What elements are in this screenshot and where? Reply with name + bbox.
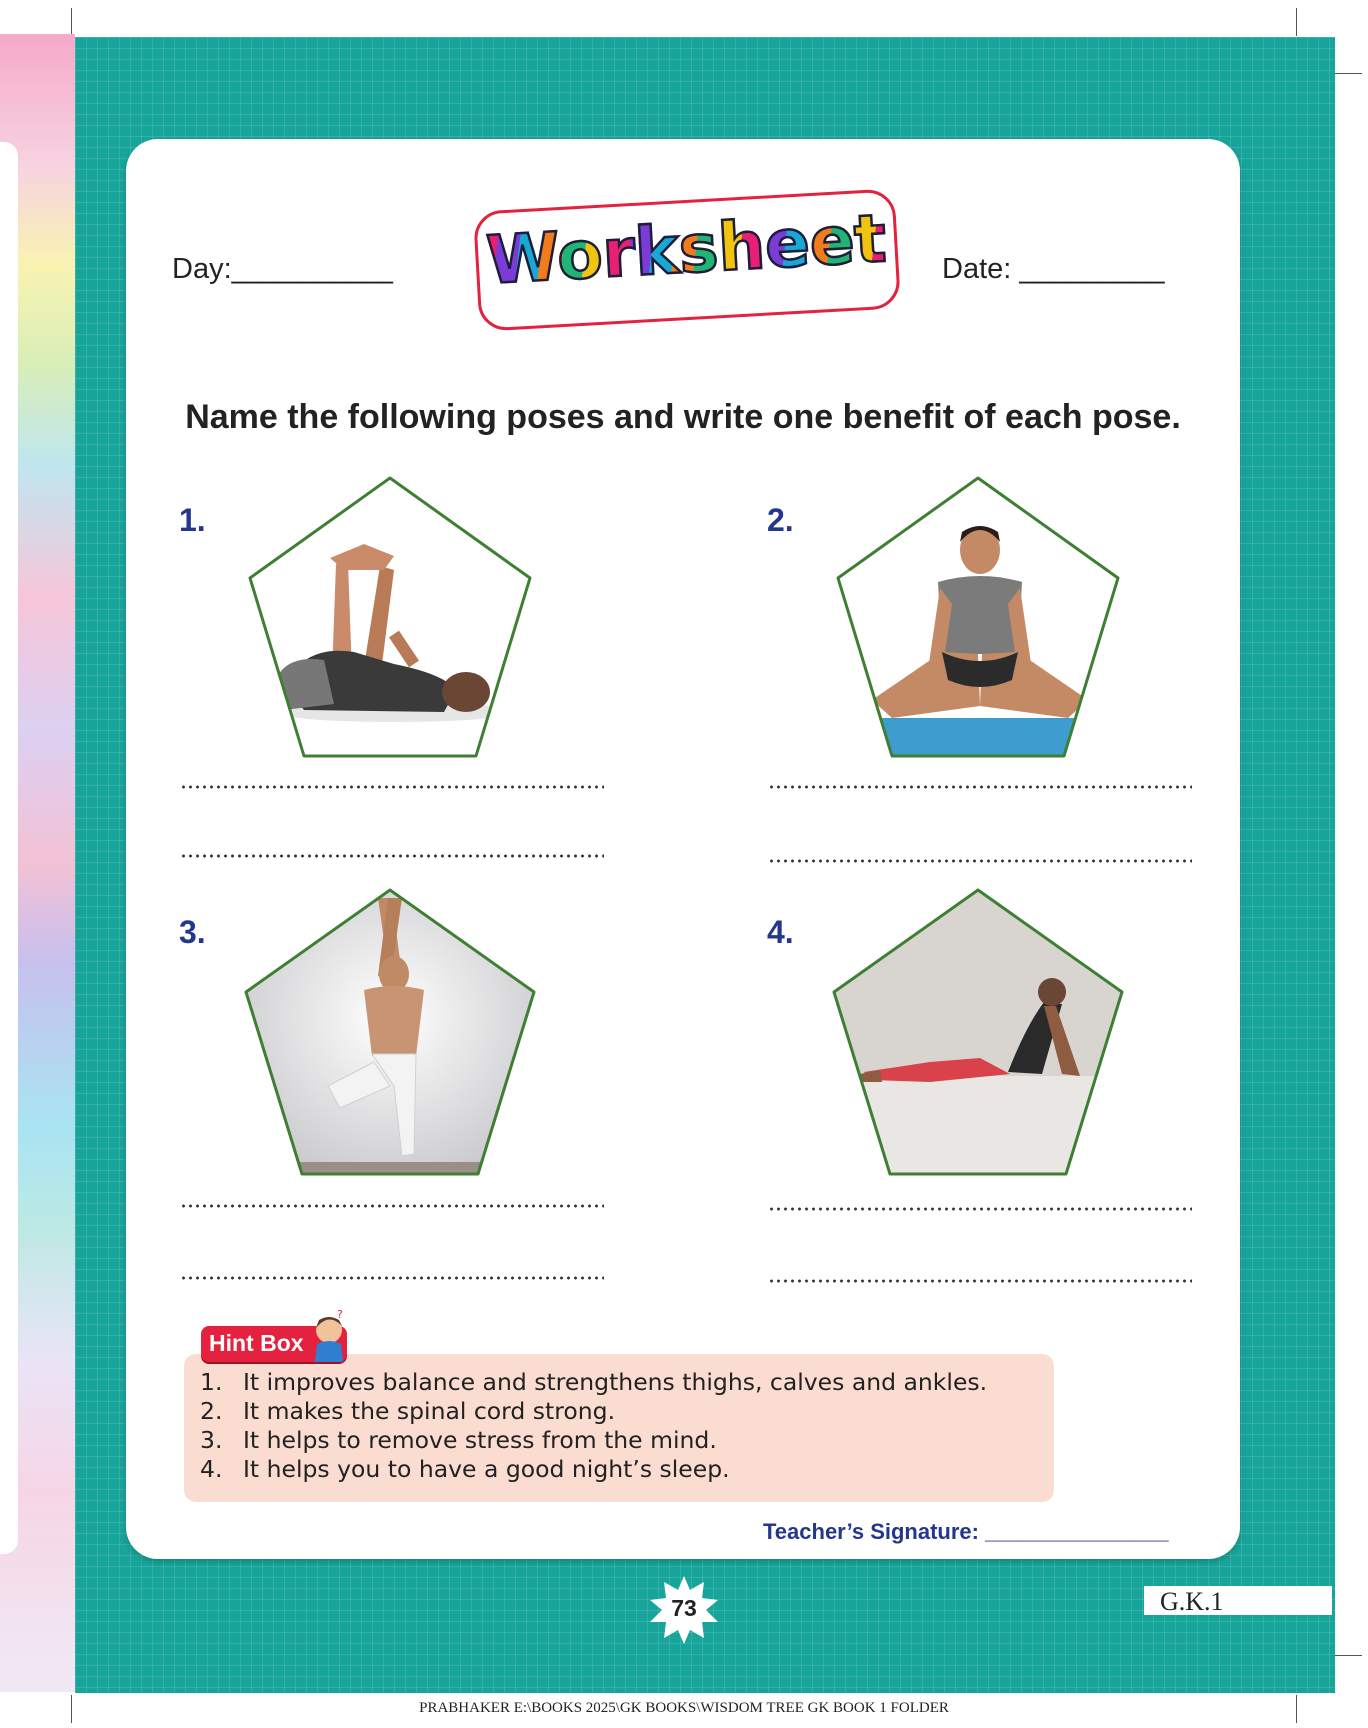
page-number-badge xyxy=(648,1574,720,1646)
print-footer: PRABHAKER E:\BOOKS 2025\GK BOOKS\WISDOM TREE GK BOOK 1 FOLDER xyxy=(419,1700,949,1716)
day-field[interactable]: Day:__________ xyxy=(172,253,393,285)
hint-item: 2. It makes the spinal cord strong. xyxy=(200,1397,616,1425)
worksheet-title: Worksheet xyxy=(477,205,896,294)
pose-image-3 xyxy=(242,886,538,1178)
hint-box-tag xyxy=(201,1310,347,1362)
hint-item: 3. It helps to remove stress from the mind. xyxy=(200,1426,717,1454)
crop-mark xyxy=(1334,1655,1362,1656)
pose-number-2: 2. xyxy=(767,502,794,538)
page-number: 73 xyxy=(671,1595,697,1621)
answer-line[interactable] xyxy=(180,853,604,859)
pose-image-1 xyxy=(244,474,536,760)
answer-line[interactable] xyxy=(768,1206,1192,1212)
instruction-text: Name the following poses and write one benefit of each pose. xyxy=(185,398,1181,436)
pose-image-4 xyxy=(830,886,1126,1178)
svg-text:?: ? xyxy=(337,1310,343,1321)
answer-line[interactable] xyxy=(180,1203,604,1209)
crop-mark xyxy=(71,8,72,36)
book-code-box xyxy=(1144,1586,1332,1615)
answer-line[interactable] xyxy=(768,1278,1192,1284)
hint-list xyxy=(200,1368,987,1484)
pose-number-4: 4. xyxy=(767,914,794,950)
answer-line[interactable] xyxy=(180,784,604,790)
book-code: G.K.1 xyxy=(1160,1587,1224,1616)
hint-box-label: Hint Box xyxy=(209,1330,304,1356)
teacher-signature-field[interactable]: Teacher’s Signature: _______________ xyxy=(763,1519,1169,1544)
worksheet-title-badge xyxy=(473,188,901,331)
hint-item: 1. It improves balance and strengthens thighs, calves and ankles. xyxy=(200,1368,988,1396)
spine-panel xyxy=(0,142,18,1554)
answer-line[interactable] xyxy=(180,1275,604,1281)
pose-image-2 xyxy=(832,474,1124,760)
answer-line[interactable] xyxy=(768,858,1192,864)
hint-item: 4. It helps you to have a good night’s sleep. xyxy=(200,1455,730,1483)
thinking-boy-icon xyxy=(309,1310,349,1362)
crop-mark xyxy=(1334,73,1362,74)
pose-number-3: 3. xyxy=(179,914,206,950)
date-field[interactable]: Date: _________ xyxy=(942,253,1165,285)
crop-mark xyxy=(1296,8,1297,36)
answer-line[interactable] xyxy=(768,784,1192,790)
pose-number-1: 1. xyxy=(179,502,206,538)
